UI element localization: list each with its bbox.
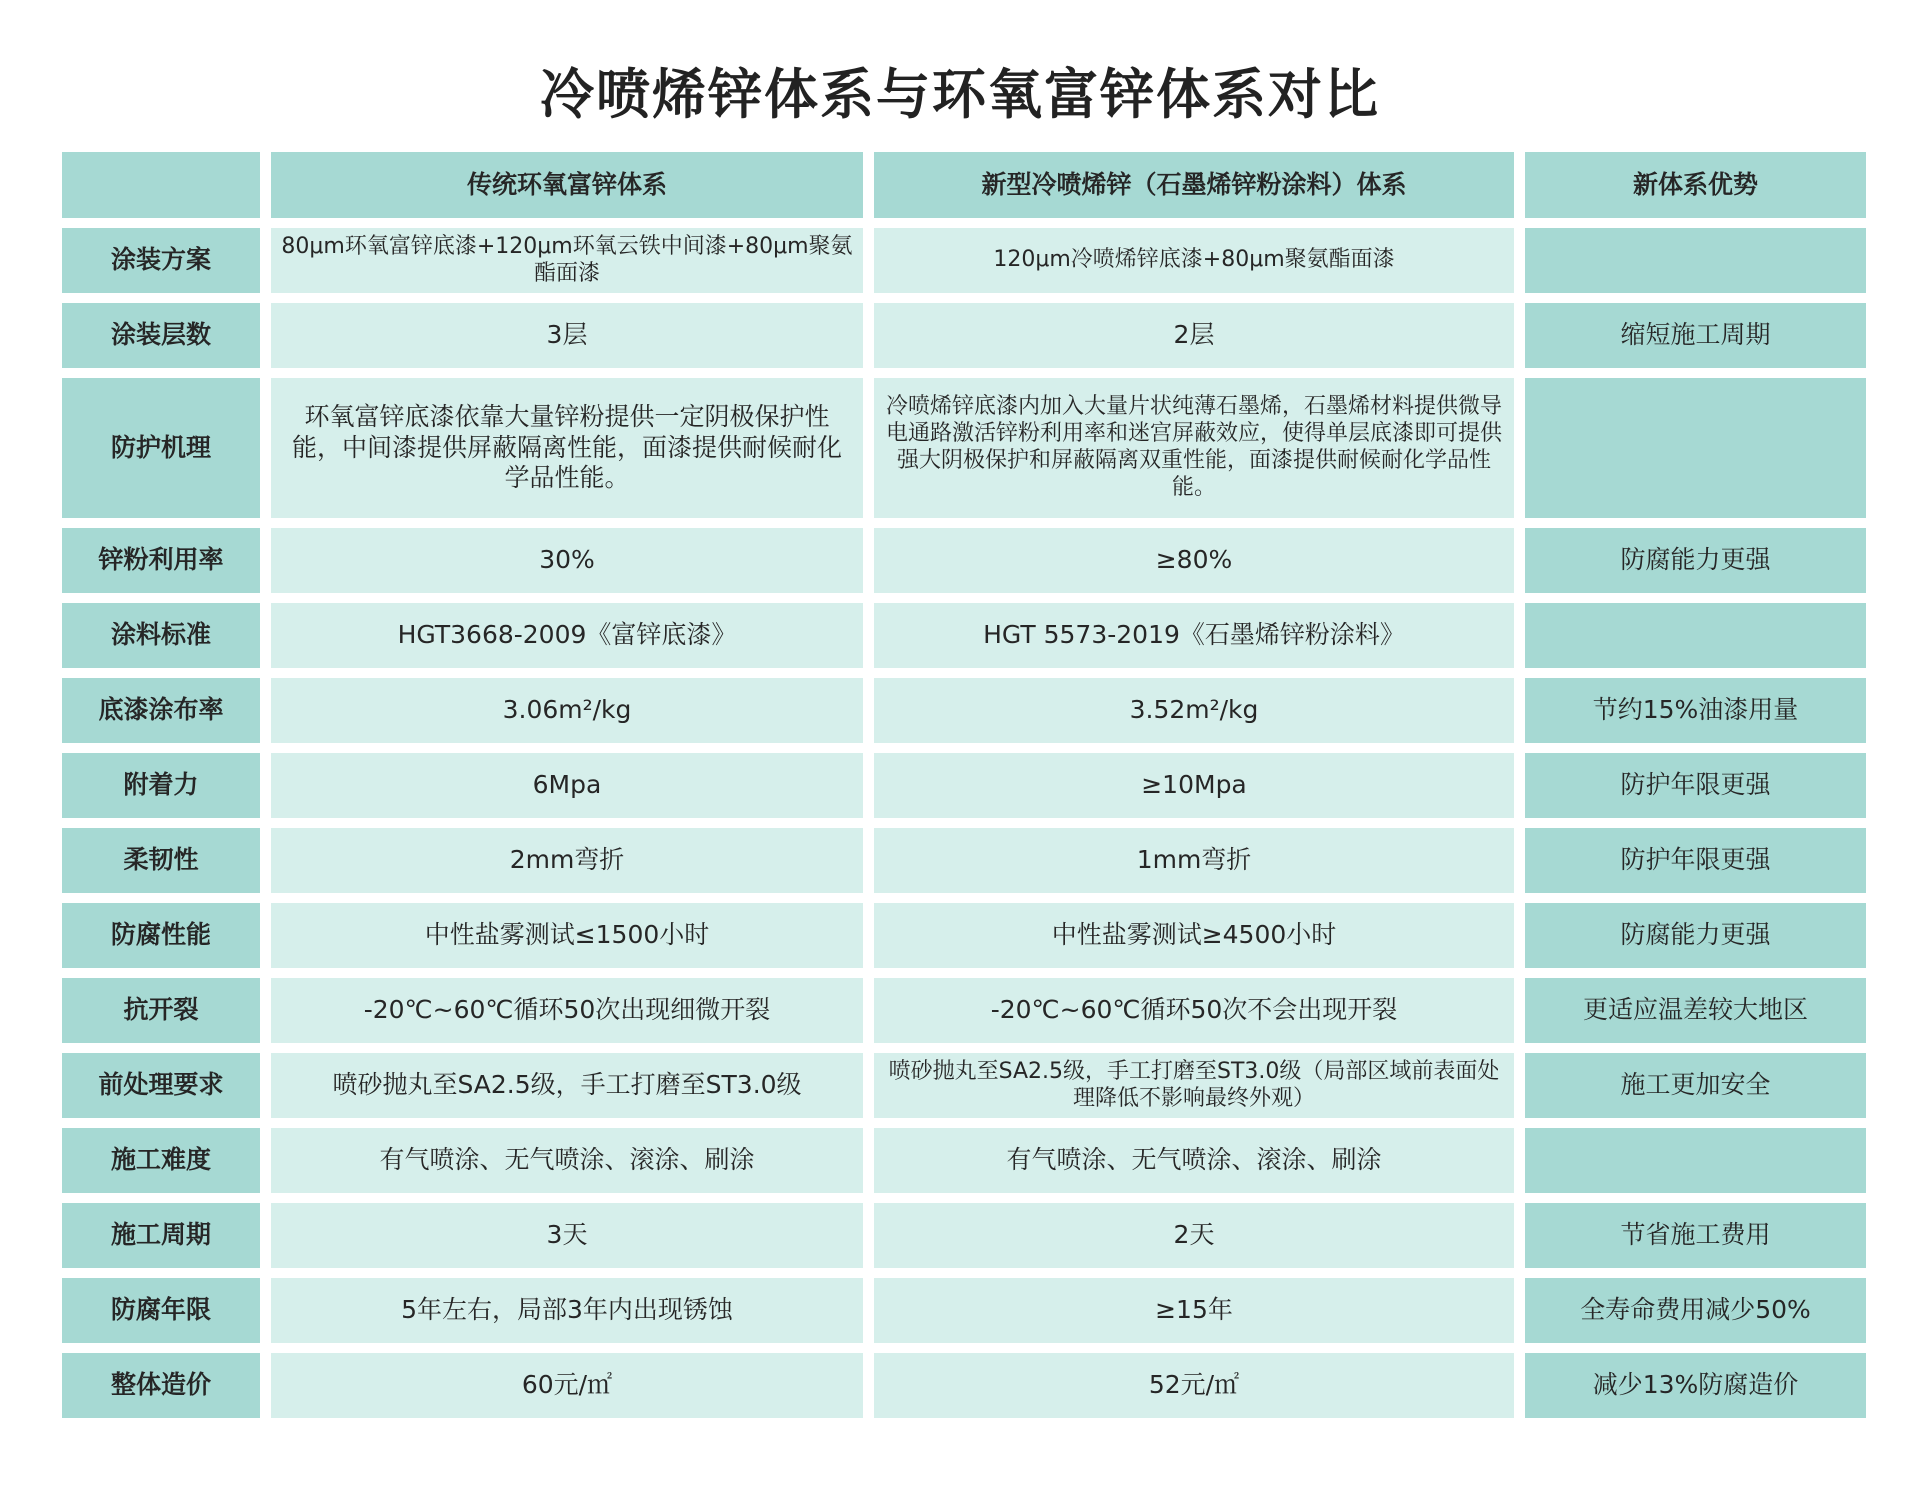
row-label: 底漆涂布率 [62, 678, 260, 743]
row-label: 抗开裂 [62, 978, 260, 1043]
traditional-value: 中性盐雾测试≤1500小时 [271, 903, 863, 968]
traditional-value: 30% [271, 528, 863, 593]
advantage-value: 节约15%油漆用量 [1525, 678, 1866, 743]
advantage-value: 防腐能力更强 [1525, 528, 1866, 593]
traditional-value: -20℃~60℃循环50次出现细微开裂 [271, 978, 863, 1043]
new-system-value: 3.52m²/kg [874, 678, 1514, 743]
new-system-value: 有气喷涂、无气喷涂、滚涂、刷涂 [874, 1128, 1514, 1193]
page-title: 冷喷烯锌体系与环氧富锌体系对比 [540, 63, 1380, 126]
row-label: 防护机理 [62, 378, 260, 518]
new-system-value: HGT 5573-2019《石墨烯锌粉涂料》 [874, 603, 1514, 668]
row-label: 整体造价 [62, 1353, 260, 1418]
advantage-value: 更适应温差较大地区 [1525, 978, 1866, 1043]
advantage-value: 施工更加安全 [1525, 1053, 1866, 1118]
traditional-value: 60元/㎡ [271, 1353, 863, 1418]
advantage-value [1525, 603, 1866, 668]
advantage-value: 防腐能力更强 [1525, 903, 1866, 968]
row-label: 附着力 [62, 753, 260, 818]
new-system-value: ≥80% [874, 528, 1514, 593]
advantage-value [1525, 228, 1866, 293]
traditional-value: 3天 [271, 1203, 863, 1268]
traditional-value: 环氧富锌底漆依靠大量锌粉提供一定阴极保护性能，中间漆提供屏蔽隔离性能，面漆提供耐候耐化学品性能。 [271, 378, 863, 518]
advantage-value: 减少13%防腐造价 [1525, 1353, 1866, 1418]
new-system-value: -20℃~60℃循环50次不会出现开裂 [874, 978, 1514, 1043]
traditional-value: 6Mpa [271, 753, 863, 818]
advantage-value [1525, 378, 1866, 518]
comparison-table [62, 152, 1866, 1418]
row-label: 施工周期 [62, 1203, 260, 1268]
new-system-value: ≥15年 [874, 1278, 1514, 1343]
row-label: 涂装层数 [62, 303, 260, 368]
traditional-value: 有气喷涂、无气喷涂、滚涂、刷涂 [271, 1128, 863, 1193]
advantage-value: 防护年限更强 [1525, 753, 1866, 818]
advantage-value: 节省施工费用 [1525, 1203, 1866, 1268]
new-system-value: ≥10Mpa [874, 753, 1514, 818]
traditional-value: 3层 [271, 303, 863, 368]
row-label: 涂料标准 [62, 603, 260, 668]
new-system-value: 52元/㎡ [874, 1353, 1514, 1418]
advantage-value: 全寿命费用减少50% [1525, 1278, 1866, 1343]
row-label: 前处理要求 [62, 1053, 260, 1118]
traditional-value: HGT3668-2009《富锌底漆》 [271, 603, 863, 668]
header-new-system: 新型冷喷烯锌（石墨烯锌粉涂料）体系 [874, 152, 1514, 218]
new-system-value: 120μm冷喷烯锌底漆+80μm聚氨酯面漆 [874, 228, 1514, 293]
new-system-value: 冷喷烯锌底漆内加入大量片状纯薄石墨烯，石墨烯材料提供微导 电通路激活锌粉利用率和迷宫屏蔽效应，使得单层底漆即可提供 强大阴极保护和屏蔽隔离双重性能，面漆提供耐候耐化学品性能。 [874, 378, 1514, 518]
new-system-value: 中性盐雾测试≥4500小时 [874, 903, 1514, 968]
row-label: 防腐年限 [62, 1278, 260, 1343]
row-label: 锌粉利用率 [62, 528, 260, 593]
advantage-value: 缩短施工周期 [1525, 303, 1866, 368]
traditional-value: 2mm弯折 [271, 828, 863, 893]
row-label: 柔韧性 [62, 828, 260, 893]
advantage-value [1525, 1128, 1866, 1193]
new-system-value: 喷砂抛丸至SA2.5级，手工打磨至ST3.0级（局部区域前表面处理降低不影响最终外观） [874, 1053, 1514, 1118]
traditional-value: 80μm环氧富锌底漆+120μm环氧云铁中间漆+80μm聚氨酯面漆 [271, 228, 863, 293]
advantage-value: 防护年限更强 [1525, 828, 1866, 893]
new-system-value: 2层 [874, 303, 1514, 368]
header-advantage: 新体系优势 [1525, 152, 1866, 218]
traditional-value: 3.06m²/kg [271, 678, 863, 743]
row-label: 施工难度 [62, 1128, 260, 1193]
row-label: 涂装方案 [62, 228, 260, 293]
header-traditional-system: 传统环氧富锌体系 [271, 152, 863, 218]
header-corner [62, 152, 260, 218]
new-system-value: 1mm弯折 [874, 828, 1514, 893]
traditional-value: 5年左右，局部3年内出现锈蚀 [271, 1278, 863, 1343]
traditional-value: 喷砂抛丸至SA2.5级，手工打磨至ST3.0级 [271, 1053, 863, 1118]
row-label: 防腐性能 [62, 903, 260, 968]
new-system-value: 2天 [874, 1203, 1514, 1268]
